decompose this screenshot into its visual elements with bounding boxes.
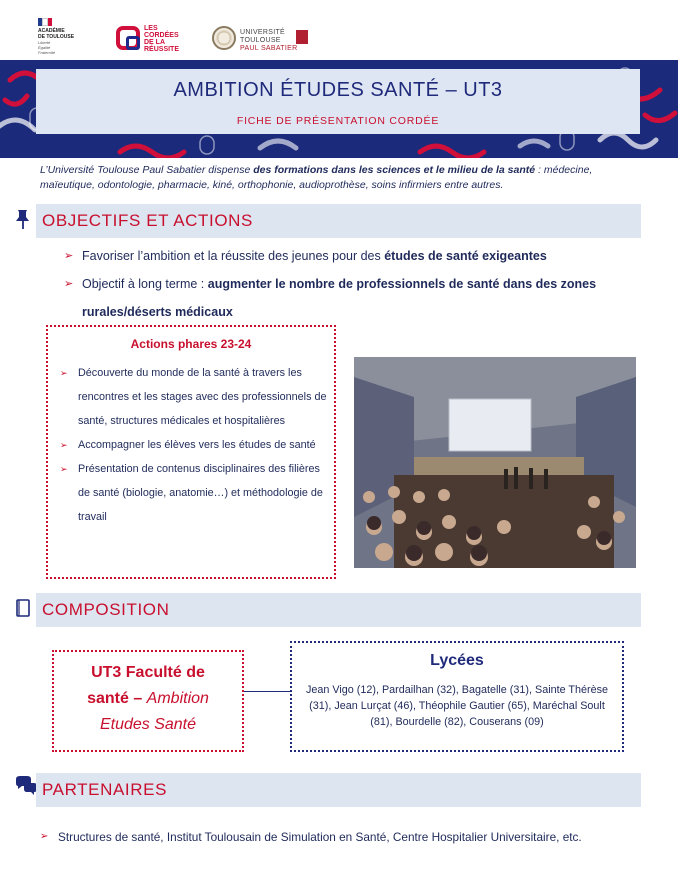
objectifs-bullet-list [64,242,644,326]
ut3-logo-line3: PAUL SABATIER [240,45,298,52]
ut3-box-line1: UT3 Faculté de [91,664,205,681]
arrow-bullet-icon: ➢ [60,368,68,378]
logo-strip [0,0,678,60]
academie-motto2: Égalité [38,45,51,50]
ut3-logo-line2: TOULOUSE [240,37,281,44]
academie-motto3: Fraternité [38,50,56,55]
lecture-hall-photo [354,357,636,568]
speech-bubbles-icon [14,775,38,795]
arrow-bullet-icon: ➢ [60,440,68,450]
ut3-logo-line1: UNIVERSITÉ [240,29,286,36]
bullet-text: Favoriser l’ambition et la réussite des jeunes pour des [82,249,385,263]
partenaires-heading: PARTENAIRES [42,780,168,799]
action-text: Découverte du monde de la santé à travers les rencontres et les stages avec des professionnels de santé, structures médicales et hospitalières [78,367,327,427]
page-subtitle: FICHE DE PRÉSENTATION CORDÉE [236,115,440,127]
actions-list [60,361,328,529]
composition-section-header [36,593,641,627]
connector-line [244,691,290,692]
arrow-bullet-icon: ➢ [64,250,74,262]
action-text: Accompagner les élèves vers les études de santé [78,439,316,451]
actions-title: Actions phares 23-24 [130,337,252,351]
arrow-bullet-icon: ➢ [60,464,68,474]
pushpin-icon [14,208,32,230]
university-seal-icon [212,26,236,50]
objectifs-section-header [36,204,641,238]
french-flag-icon [38,18,52,26]
actions-box [46,325,336,579]
list-item [64,270,644,326]
intro-paragraph [40,163,650,193]
arrow-bullet-icon: ➢ [40,831,49,842]
arrow-bullet-icon: ➢ [64,278,74,290]
cordees-logo-line2: CORDÉES [144,32,179,39]
ut3-box-line2-italic: Ambition [146,690,209,707]
partenaires-section-header [36,773,641,807]
bullet-text-bold: augmenter le nombre de professionnels de santé dans des zones rurales/déserts médicaux [82,277,597,319]
bullet-text-bold: études de santé exigeantes [384,249,547,263]
intro-text-bold: des formations dans les sciences et le milieu de la santé [253,164,536,176]
cordees-mark-icon [116,26,140,50]
cordees-logo-line4: RÉUSSITE [144,46,180,53]
ut3-box-line3: Etudes Santé [99,716,197,733]
list-item [64,242,644,270]
cordees-logo-line3: DE LA [144,39,165,46]
academie-motto1: Liberté [38,40,51,45]
title-box [36,69,640,134]
objectifs-heading: OBJECTIFS ET ACTIONS [42,211,253,230]
bullet-text: Objectif à long terme : [82,277,208,291]
lycees-title: Lycées [430,652,484,669]
ut3-faculty-box [52,650,244,752]
academie-logo [38,18,88,55]
ut3-emblem-icon [296,30,308,44]
list-item [60,361,328,433]
list-item [60,433,328,457]
academie-logo-line2: DE TOULOUSE [38,34,75,40]
list-item [40,827,640,847]
composition-heading: COMPOSITION [42,600,170,619]
partenaires-text: Structures de santé, Institut Toulousain de Simulation en Santé, Centre Hospitalier Universitaire, etc. [58,830,582,844]
partenaires-list [40,827,640,847]
intro-text-start: L’Université Toulouse Paul Sabatier dispense [40,164,254,176]
action-text: Présentation de contenus disciplinaires des filières de santé (biologie, anatomie…) et méthodologie de travail [78,463,323,523]
intro-text-end: : médecine, maïeutique, odontologie, pharmacie, kiné, orthophonie, audioprothèse, soins infirmiers entre autres. [40,164,593,191]
ut3-box-line2-bold: santé – [87,690,147,707]
cordees-logo [116,24,186,54]
page-title: AMBITION ÉTUDES SANTÉ – UT3 [173,79,503,101]
book-icon [14,598,32,618]
lycees-list: Jean Vigo (12), Pardailhan (32), Bagatelle (31), Sainte Thérèse (31), Jean Lurçat (46), Théophile Gautier (65), Maréchal Soult (81), Bourdelle (82), Couserans (09) [305,684,609,728]
lycees-box [290,641,624,752]
academie-logo-line1: ACADÉMIE [38,28,65,34]
list-item [60,457,328,529]
ut3-logo [212,26,308,52]
cordees-logo-line1: LES [144,25,158,32]
